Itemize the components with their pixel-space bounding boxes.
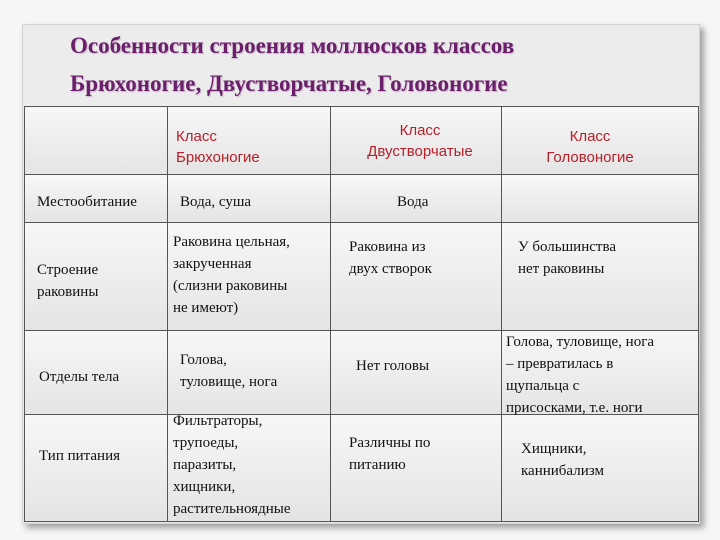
header-gastropoda: Класс Брюхоногие xyxy=(176,128,260,166)
header-cephalopoda: Класс Головоногие xyxy=(546,128,634,166)
header-cell-empty xyxy=(24,106,169,176)
cell-feeding-gastropoda: Фильтраторы, трупоеды, паразиты, хищники, растительноядные xyxy=(173,413,291,517)
row-label-shell: Строение раковины xyxy=(37,262,99,300)
row-label-cell-feeding xyxy=(24,414,169,522)
cell-body-cephalopoda: Голова, туловище, нога – превратилась в щупальца с присосками, т.е. ноги xyxy=(506,334,655,415)
cell-habitat-gastropoda: Вода, суша xyxy=(180,194,252,210)
cell-feeding-cephalopoda: Хищники, каннибализм xyxy=(521,441,604,479)
cell-body-gastropoda: Голова, туловище, нога xyxy=(180,352,278,390)
cell-body-bivalvia: Нет головы xyxy=(356,358,430,374)
row-label-habitat: Местообитание xyxy=(37,194,137,210)
row-label-body: Отделы тела xyxy=(39,369,120,385)
cell-shell-gastropoda: Раковина цельная, закрученная (слизни раковины не имеют) xyxy=(173,234,290,316)
cell-habitat-bivalvia: Вода xyxy=(397,194,429,210)
cell-feeding-bivalvia: Различны по питанию xyxy=(349,435,431,473)
header-bivalvia: Класс Двустворчатые xyxy=(367,122,473,160)
row-cell-habitat-cephalopoda xyxy=(501,174,699,224)
title-line-1: Особенности строения моллюсков классов xyxy=(70,33,515,58)
cell-shell-cephalopoda: У большинства нет раковины xyxy=(518,239,616,277)
title-line-2: Брюхоногие, Двустворчатые, Головоногие xyxy=(70,71,508,96)
cell-shell-bivalvia: Раковина из двух створок xyxy=(349,239,432,277)
row-label-feeding: Тип питания xyxy=(39,448,120,464)
